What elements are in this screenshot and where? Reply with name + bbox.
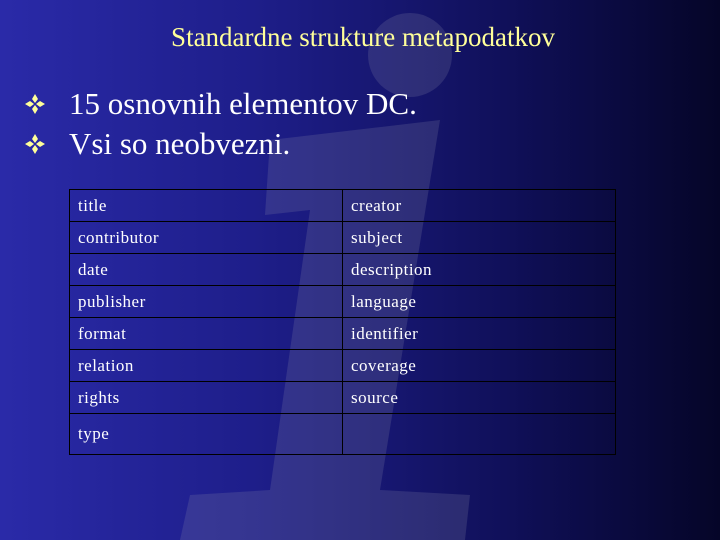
table-row — [70, 318, 616, 350]
table-cell: subject — [343, 222, 616, 254]
table-cell: language — [343, 286, 616, 318]
slide-title: Standardne strukture metapodatkov — [171, 22, 555, 52]
diamond-bullet-icon — [24, 133, 46, 155]
dc-elements-table — [69, 189, 616, 455]
table-cell: relation — [70, 350, 343, 382]
table-cell: date — [70, 254, 343, 286]
bullet-text: 15 osnovnih elementov DC. — [69, 86, 417, 121]
table-cell: source — [343, 382, 616, 414]
table-row — [70, 254, 616, 286]
bullet-text: Vsi so neobvezni. — [69, 126, 291, 161]
bullet-item — [24, 124, 417, 164]
table-cell — [343, 414, 616, 455]
table-row — [70, 190, 616, 222]
table-row — [70, 286, 616, 318]
table-cell: identifier — [343, 318, 616, 350]
table-row — [70, 350, 616, 382]
table-row — [70, 414, 616, 455]
bullet-item — [24, 84, 417, 124]
table-row — [70, 222, 616, 254]
table-cell: coverage — [343, 350, 616, 382]
table-cell: contributor — [70, 222, 343, 254]
table-cell: publisher — [70, 286, 343, 318]
table-cell: rights — [70, 382, 343, 414]
bullet-list — [24, 84, 417, 164]
table-row — [70, 382, 616, 414]
table-cell: creator — [343, 190, 616, 222]
diamond-bullet-icon — [24, 93, 46, 115]
table-cell: description — [343, 254, 616, 286]
table-cell: title — [70, 190, 343, 222]
table-cell: format — [70, 318, 343, 350]
table-cell: type — [70, 414, 343, 455]
